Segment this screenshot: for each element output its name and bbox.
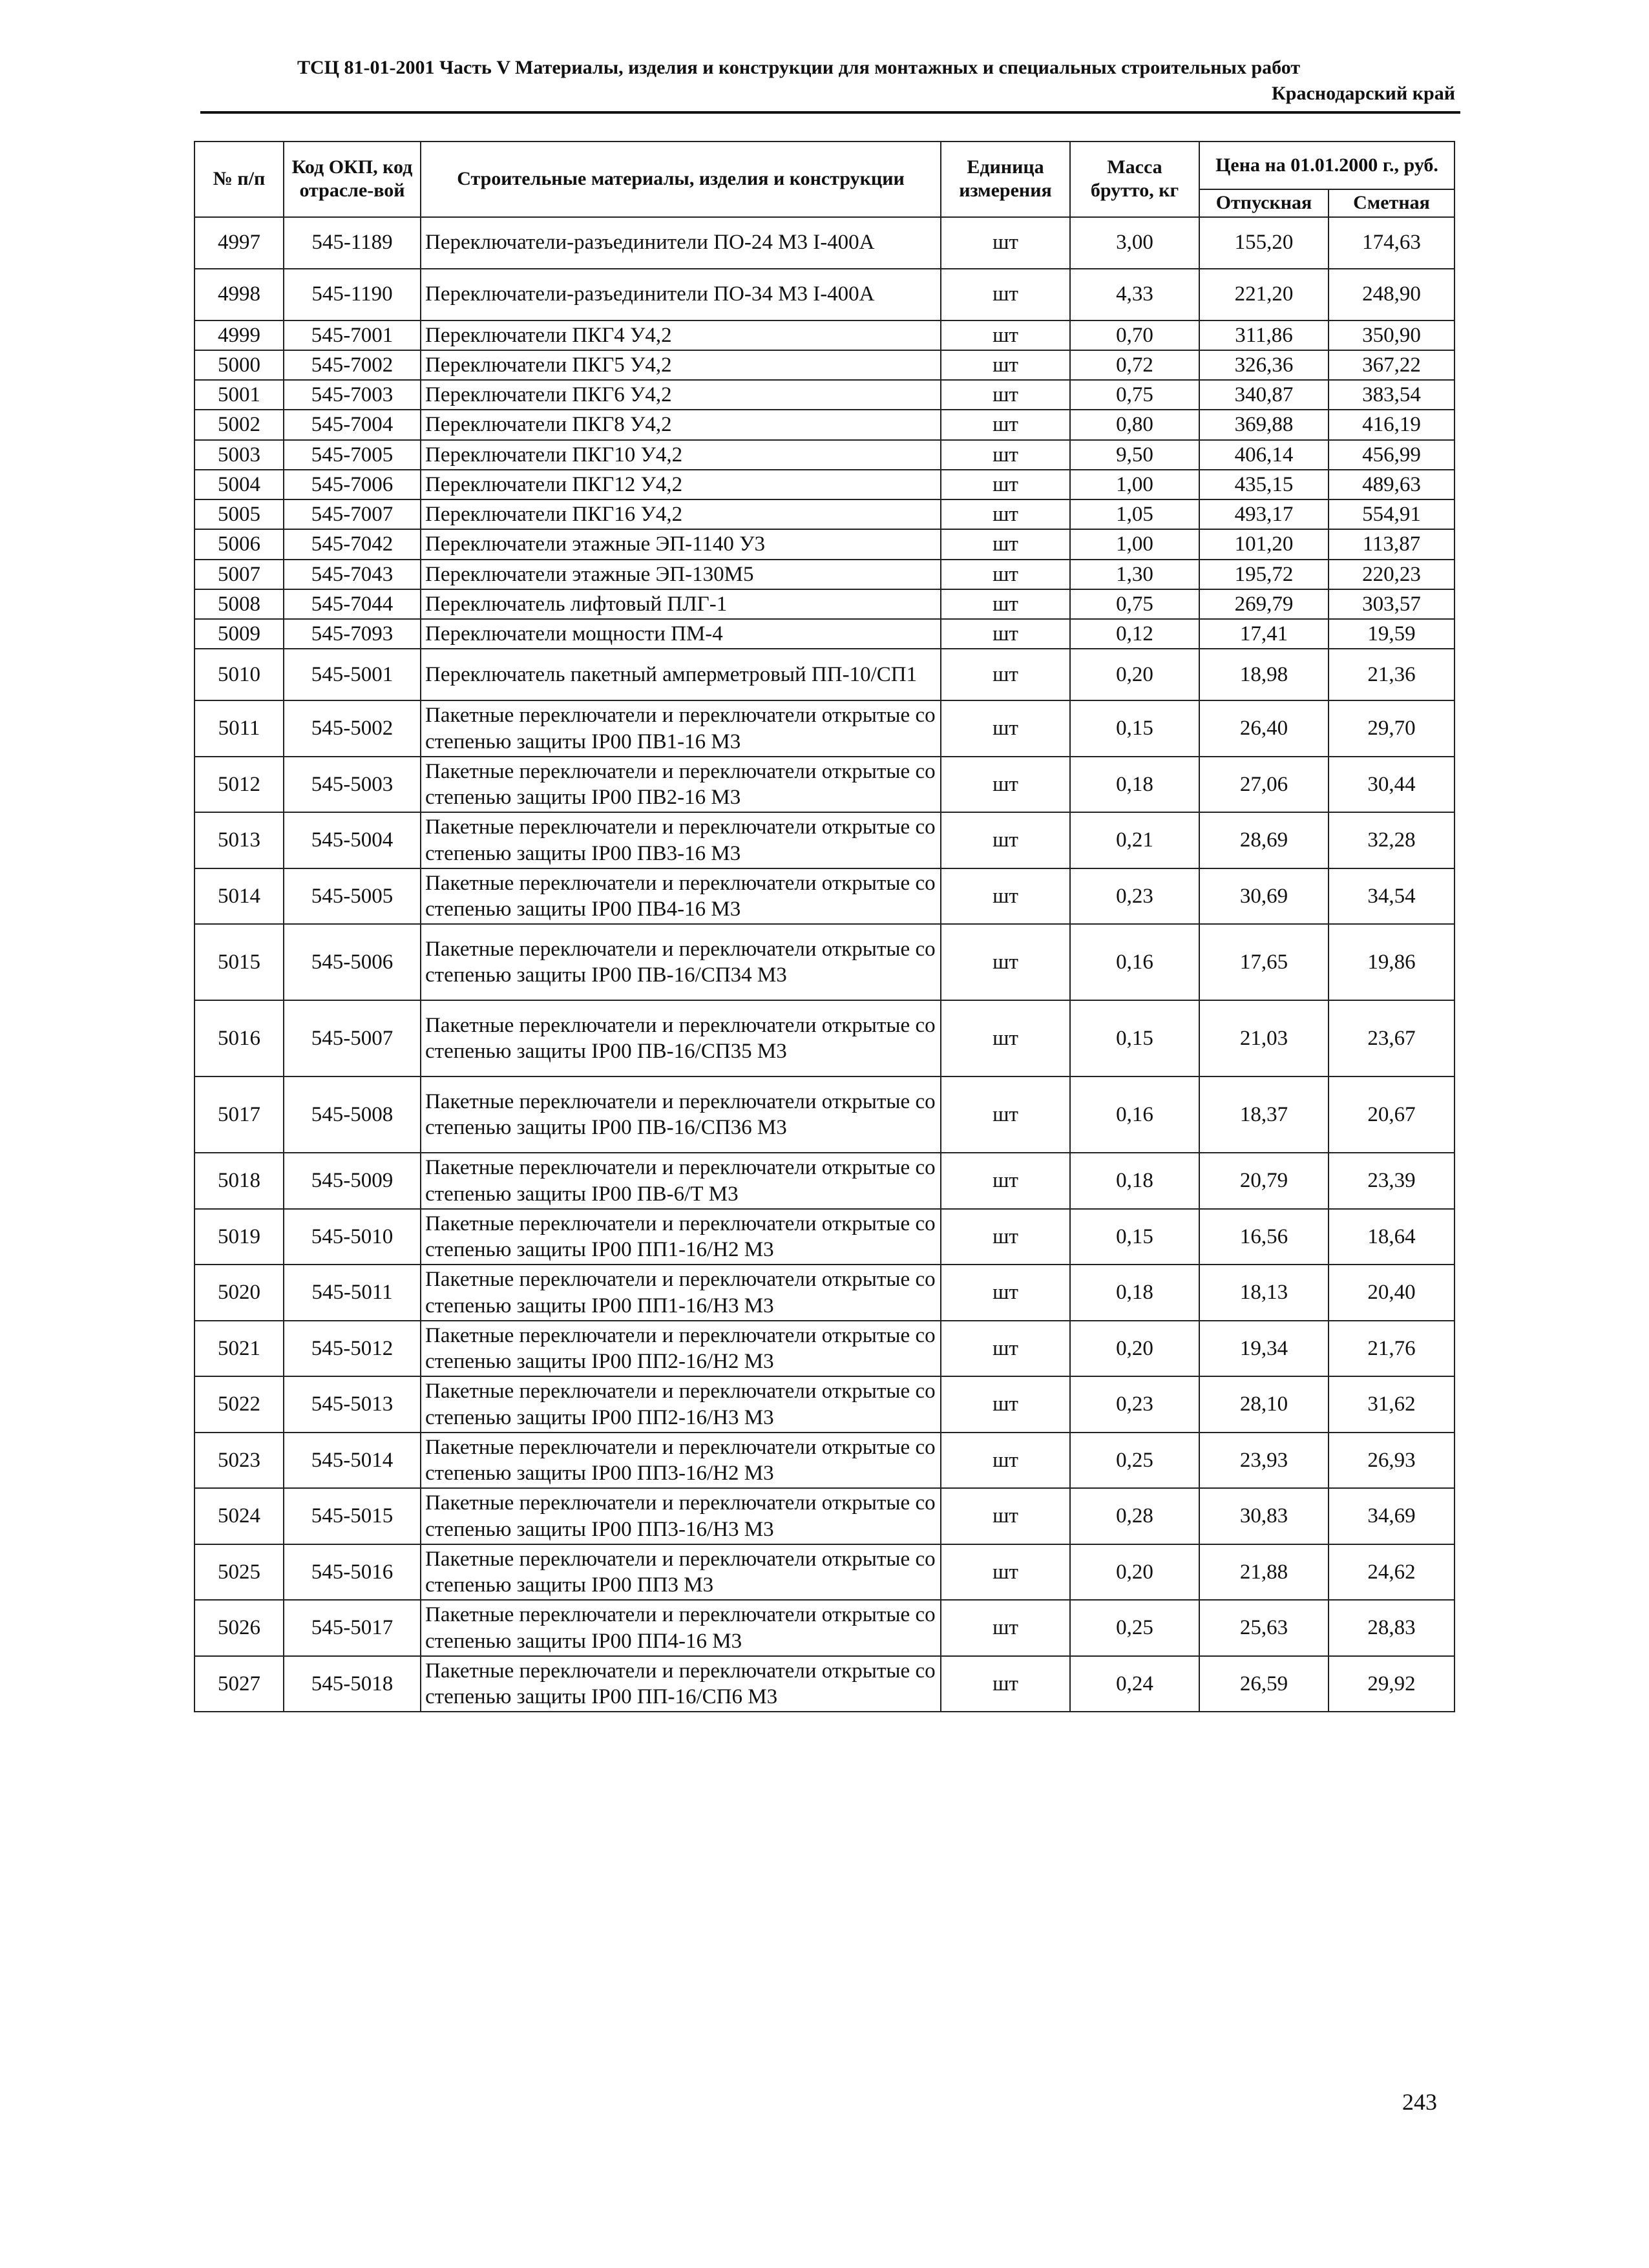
row-estimate-price: 29,70 (1329, 700, 1455, 757)
row-number: 5027 (194, 1656, 284, 1712)
row-code: 545-5003 (284, 757, 421, 813)
table-row (194, 217, 1455, 269)
row-name: Пакетные переключатели и переключатели открытые со степенью защиты IP00 ПВ-6/Т М3 (421, 1153, 941, 1209)
header-name: Строительные материалы, изделия и конструкции (421, 142, 941, 217)
row-mass: 0,21 (1070, 812, 1199, 868)
row-mass: 0,18 (1070, 757, 1199, 813)
row-code: 545-7002 (284, 350, 421, 380)
row-number: 4998 (194, 269, 284, 320)
row-release-price: 493,17 (1199, 499, 1329, 529)
row-unit: шт (941, 1000, 1070, 1076)
row-unit: шт (941, 1544, 1070, 1601)
row-release-price: 155,20 (1199, 217, 1329, 269)
row-estimate-price: 416,19 (1329, 410, 1455, 439)
table-row (194, 350, 1455, 380)
row-release-price: 21,88 (1199, 1544, 1329, 1601)
row-release-price: 311,86 (1199, 320, 1329, 350)
row-number: 5017 (194, 1076, 284, 1153)
row-unit: шт (941, 410, 1070, 439)
row-release-price: 25,63 (1199, 1600, 1329, 1656)
row-unit: шт (941, 1488, 1070, 1544)
table-row (194, 812, 1455, 868)
row-release-price: 435,15 (1199, 470, 1329, 499)
table-row (194, 1433, 1455, 1489)
row-number: 5015 (194, 924, 284, 1000)
row-number: 5018 (194, 1153, 284, 1209)
row-mass: 0,15 (1070, 1000, 1199, 1076)
row-number: 5026 (194, 1600, 284, 1656)
row-code: 545-5006 (284, 924, 421, 1000)
row-code: 545-5010 (284, 1209, 421, 1265)
row-code: 545-5016 (284, 1544, 421, 1601)
row-code: 545-5005 (284, 868, 421, 925)
row-code: 545-7006 (284, 470, 421, 499)
row-estimate-price: 350,90 (1329, 320, 1455, 350)
materials-price-table (194, 141, 1455, 1712)
row-release-price: 30,83 (1199, 1488, 1329, 1544)
row-unit: шт (941, 868, 1070, 925)
table-row (194, 700, 1455, 757)
row-estimate-price: 19,59 (1329, 619, 1455, 649)
table-row (194, 470, 1455, 499)
row-number: 5005 (194, 499, 284, 529)
row-name: Пакетные переключатели и переключатели открытые со степенью защиты IP00 ПВ3-16 М3 (421, 812, 941, 868)
row-number: 5022 (194, 1376, 284, 1433)
row-code: 545-7093 (284, 619, 421, 649)
row-unit: шт (941, 560, 1070, 589)
row-mass: 0,25 (1070, 1433, 1199, 1489)
header-code: Код ОКП, код отрасле-вой (284, 142, 421, 217)
row-release-price: 30,69 (1199, 868, 1329, 925)
row-mass: 9,50 (1070, 440, 1199, 470)
row-name: Переключатели-разъединители ПО-34 М3 I-400А (421, 269, 941, 320)
row-mass: 1,00 (1070, 529, 1199, 559)
row-estimate-price: 30,44 (1329, 757, 1455, 813)
row-release-price: 18,13 (1199, 1265, 1329, 1321)
row-number: 5006 (194, 529, 284, 559)
row-number: 5014 (194, 868, 284, 925)
row-code: 545-7005 (284, 440, 421, 470)
row-code: 545-7044 (284, 589, 421, 619)
row-estimate-price: 24,62 (1329, 1544, 1455, 1601)
row-mass: 0,75 (1070, 589, 1199, 619)
row-release-price: 195,72 (1199, 560, 1329, 589)
row-name: Пакетные переключатели и переключатели открытые со степенью защиты IP00 ПП3-16/Н3 М3 (421, 1488, 941, 1544)
row-name: Пакетные переключатели и переключатели открытые со степенью защиты IP00 ПП1-16/Н2 М3 (421, 1209, 941, 1265)
row-estimate-price: 456,99 (1329, 440, 1455, 470)
row-code: 545-7004 (284, 410, 421, 439)
row-mass: 0,28 (1070, 1488, 1199, 1544)
row-number: 5007 (194, 560, 284, 589)
table-row (194, 868, 1455, 925)
row-mass: 0,20 (1070, 649, 1199, 700)
row-release-price: 26,59 (1199, 1656, 1329, 1712)
page-number: 243 (1402, 2089, 1437, 2115)
row-mass: 0,70 (1070, 320, 1199, 350)
row-mass: 1,05 (1070, 499, 1199, 529)
row-unit: шт (941, 350, 1070, 380)
row-release-price: 221,20 (1199, 269, 1329, 320)
row-estimate-price: 383,54 (1329, 380, 1455, 410)
row-estimate-price: 23,67 (1329, 1000, 1455, 1076)
row-unit: шт (941, 1076, 1070, 1153)
row-release-price: 28,10 (1199, 1376, 1329, 1433)
document-header-title: ТСЦ 81-01-2001 Часть V Материалы, изделия и конструкции для монтажных и специальных строительных работ (297, 57, 1301, 78)
row-number: 5023 (194, 1433, 284, 1489)
row-name: Пакетные переключатели и переключатели открытые со степенью защиты IP00 ПВ2-16 М3 (421, 757, 941, 813)
row-name: Пакетные переключатели и переключатели открытые со степенью защиты IP00 ПВ1-16 М3 (421, 700, 941, 757)
row-name: Пакетные переключатели и переключатели открытые со степенью защиты IP00 ПВ-16/СП35 М3 (421, 1000, 941, 1076)
row-name: Переключатели мощности ПМ-4 (421, 619, 941, 649)
row-code: 545-5015 (284, 1488, 421, 1544)
table-row (194, 1544, 1455, 1601)
table-row (194, 440, 1455, 470)
row-mass: 1,00 (1070, 470, 1199, 499)
row-code: 545-7001 (284, 320, 421, 350)
header-num: № п/п (194, 142, 284, 217)
row-release-price: 340,87 (1199, 380, 1329, 410)
row-release-price: 27,06 (1199, 757, 1329, 813)
row-mass: 1,30 (1070, 560, 1199, 589)
row-release-price: 23,93 (1199, 1433, 1329, 1489)
header-estimate-price: Сметная (1329, 189, 1455, 217)
row-code: 545-5017 (284, 1600, 421, 1656)
row-estimate-price: 29,92 (1329, 1656, 1455, 1712)
table-row (194, 1376, 1455, 1433)
row-unit: шт (941, 470, 1070, 499)
row-number: 4997 (194, 217, 284, 269)
row-release-price: 369,88 (1199, 410, 1329, 439)
row-number: 5010 (194, 649, 284, 700)
row-unit: шт (941, 1656, 1070, 1712)
row-estimate-price: 489,63 (1329, 470, 1455, 499)
row-number: 5009 (194, 619, 284, 649)
table-row (194, 589, 1455, 619)
row-estimate-price: 303,57 (1329, 589, 1455, 619)
table-row (194, 560, 1455, 589)
row-code: 545-5007 (284, 1000, 421, 1076)
table-row (194, 529, 1455, 559)
row-code: 545-5001 (284, 649, 421, 700)
row-number: 5008 (194, 589, 284, 619)
row-number: 5025 (194, 1544, 284, 1601)
row-mass: 0,80 (1070, 410, 1199, 439)
row-estimate-price: 28,83 (1329, 1600, 1455, 1656)
row-estimate-price: 34,69 (1329, 1488, 1455, 1544)
row-name: Переключатели этажные ЭП-130М5 (421, 560, 941, 589)
row-name: Переключатели ПКГ6 У4,2 (421, 380, 941, 410)
row-unit: шт (941, 1321, 1070, 1377)
row-unit: шт (941, 320, 1070, 350)
row-mass: 0,18 (1070, 1153, 1199, 1209)
row-mass: 0,16 (1070, 924, 1199, 1000)
row-estimate-price: 20,40 (1329, 1265, 1455, 1321)
row-mass: 0,72 (1070, 350, 1199, 380)
row-code: 545-5014 (284, 1433, 421, 1489)
row-name: Пакетные переключатели и переключатели открытые со степенью защиты IP00 ПВ4-16 М3 (421, 868, 941, 925)
table-row (194, 1153, 1455, 1209)
row-release-price: 17,65 (1199, 924, 1329, 1000)
row-estimate-price: 26,93 (1329, 1433, 1455, 1489)
row-estimate-price: 23,39 (1329, 1153, 1455, 1209)
row-mass: 0,18 (1070, 1265, 1199, 1321)
row-unit: шт (941, 1376, 1070, 1433)
row-mass: 0,20 (1070, 1321, 1199, 1377)
header-unit: Единица измерения (941, 142, 1070, 217)
row-unit: шт (941, 380, 1070, 410)
row-number: 5020 (194, 1265, 284, 1321)
table-row (194, 1321, 1455, 1377)
row-unit: шт (941, 757, 1070, 813)
row-name: Пакетные переключатели и переключатели открытые со степенью защиты IP00 ПП3 М3 (421, 1544, 941, 1601)
row-name: Пакетные переключатели и переключатели открытые со степенью защиты IP00 ПП-16/СП6 М3 (421, 1656, 941, 1712)
row-mass: 0,16 (1070, 1076, 1199, 1153)
row-unit: шт (941, 1209, 1070, 1265)
row-number: 5021 (194, 1321, 284, 1377)
row-name: Пакетные переключатели и переключатели открытые со степенью защиты IP00 ПП2-16/Н2 М3 (421, 1321, 941, 1377)
row-release-price: 20,79 (1199, 1153, 1329, 1209)
row-mass: 0,23 (1070, 868, 1199, 925)
row-estimate-price: 21,76 (1329, 1321, 1455, 1377)
row-code: 545-7043 (284, 560, 421, 589)
table-row (194, 410, 1455, 439)
row-code: 545-5008 (284, 1076, 421, 1153)
header-mass: Масса брутто, кг (1070, 142, 1199, 217)
row-unit: шт (941, 924, 1070, 1000)
header-release-price: Отпускная (1199, 189, 1329, 217)
row-release-price: 28,69 (1199, 812, 1329, 868)
row-estimate-price: 113,87 (1329, 529, 1455, 559)
row-mass: 0,15 (1070, 700, 1199, 757)
table-row (194, 499, 1455, 529)
header-rule (200, 111, 1460, 114)
row-mass: 0,24 (1070, 1656, 1199, 1712)
row-name: Переключатель лифтовый ПЛГ-1 (421, 589, 941, 619)
table-row (194, 320, 1455, 350)
row-name: Пакетные переключатели и переключатели открытые со степенью защиты IP00 ПП4-16 М3 (421, 1600, 941, 1656)
table-row (194, 380, 1455, 410)
table-row (194, 1488, 1455, 1544)
row-code: 545-1189 (284, 217, 421, 269)
row-estimate-price: 367,22 (1329, 350, 1455, 380)
table-row (194, 619, 1455, 649)
table-row (194, 757, 1455, 813)
row-release-price: 18,37 (1199, 1076, 1329, 1153)
row-number: 5016 (194, 1000, 284, 1076)
row-name: Переключатели ПКГ5 У4,2 (421, 350, 941, 380)
row-number: 5011 (194, 700, 284, 757)
row-code: 545-7007 (284, 499, 421, 529)
row-number: 5002 (194, 410, 284, 439)
row-release-price: 406,14 (1199, 440, 1329, 470)
row-release-price: 18,98 (1199, 649, 1329, 700)
row-mass: 0,75 (1070, 380, 1199, 410)
row-estimate-price: 18,64 (1329, 1209, 1455, 1265)
row-name: Переключатели ПКГ16 У4,2 (421, 499, 941, 529)
row-name: Пакетные переключатели и переключатели открытые со степенью защиты IP00 ПП1-16/Н3 М3 (421, 1265, 941, 1321)
row-unit: шт (941, 529, 1070, 559)
row-code: 545-5009 (284, 1153, 421, 1209)
row-estimate-price: 174,63 (1329, 217, 1455, 269)
row-unit: шт (941, 499, 1070, 529)
table-row (194, 1656, 1455, 1712)
table-row (194, 1209, 1455, 1265)
row-estimate-price: 20,67 (1329, 1076, 1455, 1153)
row-estimate-price: 34,54 (1329, 868, 1455, 925)
row-unit: шт (941, 812, 1070, 868)
row-unit: шт (941, 1265, 1070, 1321)
header-price: Цена на 01.01.2000 г., руб. (1199, 142, 1455, 189)
row-mass: 4,33 (1070, 269, 1199, 320)
row-unit: шт (941, 269, 1070, 320)
row-estimate-price: 248,90 (1329, 269, 1455, 320)
row-estimate-price: 32,28 (1329, 812, 1455, 868)
row-number: 5012 (194, 757, 284, 813)
row-name: Переключатели ПКГ12 У4,2 (421, 470, 941, 499)
row-mass: 3,00 (1070, 217, 1199, 269)
row-name: Пакетные переключатели и переключатели открытые со степенью защиты IP00 ПВ-16/СП34 М3 (421, 924, 941, 1000)
table-row (194, 1600, 1455, 1656)
row-number: 5024 (194, 1488, 284, 1544)
row-mass: 0,20 (1070, 1544, 1199, 1601)
row-code: 545-7042 (284, 529, 421, 559)
row-name: Пакетные переключатели и переключатели открытые со степенью защиты IP00 ПП3-16/Н2 М3 (421, 1433, 941, 1489)
row-release-price: 21,03 (1199, 1000, 1329, 1076)
row-code: 545-5018 (284, 1656, 421, 1712)
row-release-price: 16,56 (1199, 1209, 1329, 1265)
row-name: Пакетные переключатели и переключатели открытые со степенью защиты IP00 ПП2-16/Н3 М3 (421, 1376, 941, 1433)
table-row (194, 649, 1455, 700)
row-code: 545-5002 (284, 700, 421, 757)
row-number: 5003 (194, 440, 284, 470)
row-release-price: 269,79 (1199, 589, 1329, 619)
document-header-region: Краснодарский край (1272, 83, 1455, 104)
row-unit: шт (941, 649, 1070, 700)
row-name: Переключатели этажные ЭП-1140 У3 (421, 529, 941, 559)
row-estimate-price: 21,36 (1329, 649, 1455, 700)
table-row (194, 269, 1455, 320)
row-estimate-price: 19,86 (1329, 924, 1455, 1000)
row-unit: шт (941, 1433, 1070, 1489)
row-estimate-price: 31,62 (1329, 1376, 1455, 1433)
row-unit: шт (941, 619, 1070, 649)
table-row (194, 1000, 1455, 1076)
row-estimate-price: 554,91 (1329, 499, 1455, 529)
row-mass: 0,23 (1070, 1376, 1199, 1433)
row-estimate-price: 220,23 (1329, 560, 1455, 589)
row-unit: шт (941, 217, 1070, 269)
row-code: 545-5004 (284, 812, 421, 868)
row-release-price: 19,34 (1199, 1321, 1329, 1377)
row-unit: шт (941, 1153, 1070, 1209)
table-body (194, 217, 1455, 1712)
row-release-price: 17,41 (1199, 619, 1329, 649)
row-unit: шт (941, 589, 1070, 619)
row-unit: шт (941, 1600, 1070, 1656)
row-number: 5013 (194, 812, 284, 868)
row-name: Переключатель пакетный амперметровый ПП-10/СП1 (421, 649, 941, 700)
row-code: 545-5012 (284, 1321, 421, 1377)
row-mass: 0,12 (1070, 619, 1199, 649)
row-number: 5000 (194, 350, 284, 380)
row-release-price: 101,20 (1199, 529, 1329, 559)
row-unit: шт (941, 700, 1070, 757)
table-row (194, 1265, 1455, 1321)
row-number: 5019 (194, 1209, 284, 1265)
row-name: Переключатели-разъединители ПО-24 М3 I-400А (421, 217, 941, 269)
row-name: Переключатели ПКГ4 У4,2 (421, 320, 941, 350)
row-release-price: 26,40 (1199, 700, 1329, 757)
row-code: 545-7003 (284, 380, 421, 410)
row-code: 545-5011 (284, 1265, 421, 1321)
row-name: Переключатели ПКГ10 У4,2 (421, 440, 941, 470)
row-release-price: 326,36 (1199, 350, 1329, 380)
row-mass: 0,25 (1070, 1600, 1199, 1656)
table-row (194, 924, 1455, 1000)
row-number: 5001 (194, 380, 284, 410)
row-code: 545-1190 (284, 269, 421, 320)
table-row (194, 1076, 1455, 1153)
row-mass: 0,15 (1070, 1209, 1199, 1265)
row-number: 5004 (194, 470, 284, 499)
row-code: 545-5013 (284, 1376, 421, 1433)
row-unit: шт (941, 440, 1070, 470)
row-number: 4999 (194, 320, 284, 350)
row-name: Переключатели ПКГ8 У4,2 (421, 410, 941, 439)
row-name: Пакетные переключатели и переключатели открытые со степенью защиты IP00 ПВ-16/СП36 М3 (421, 1076, 941, 1153)
